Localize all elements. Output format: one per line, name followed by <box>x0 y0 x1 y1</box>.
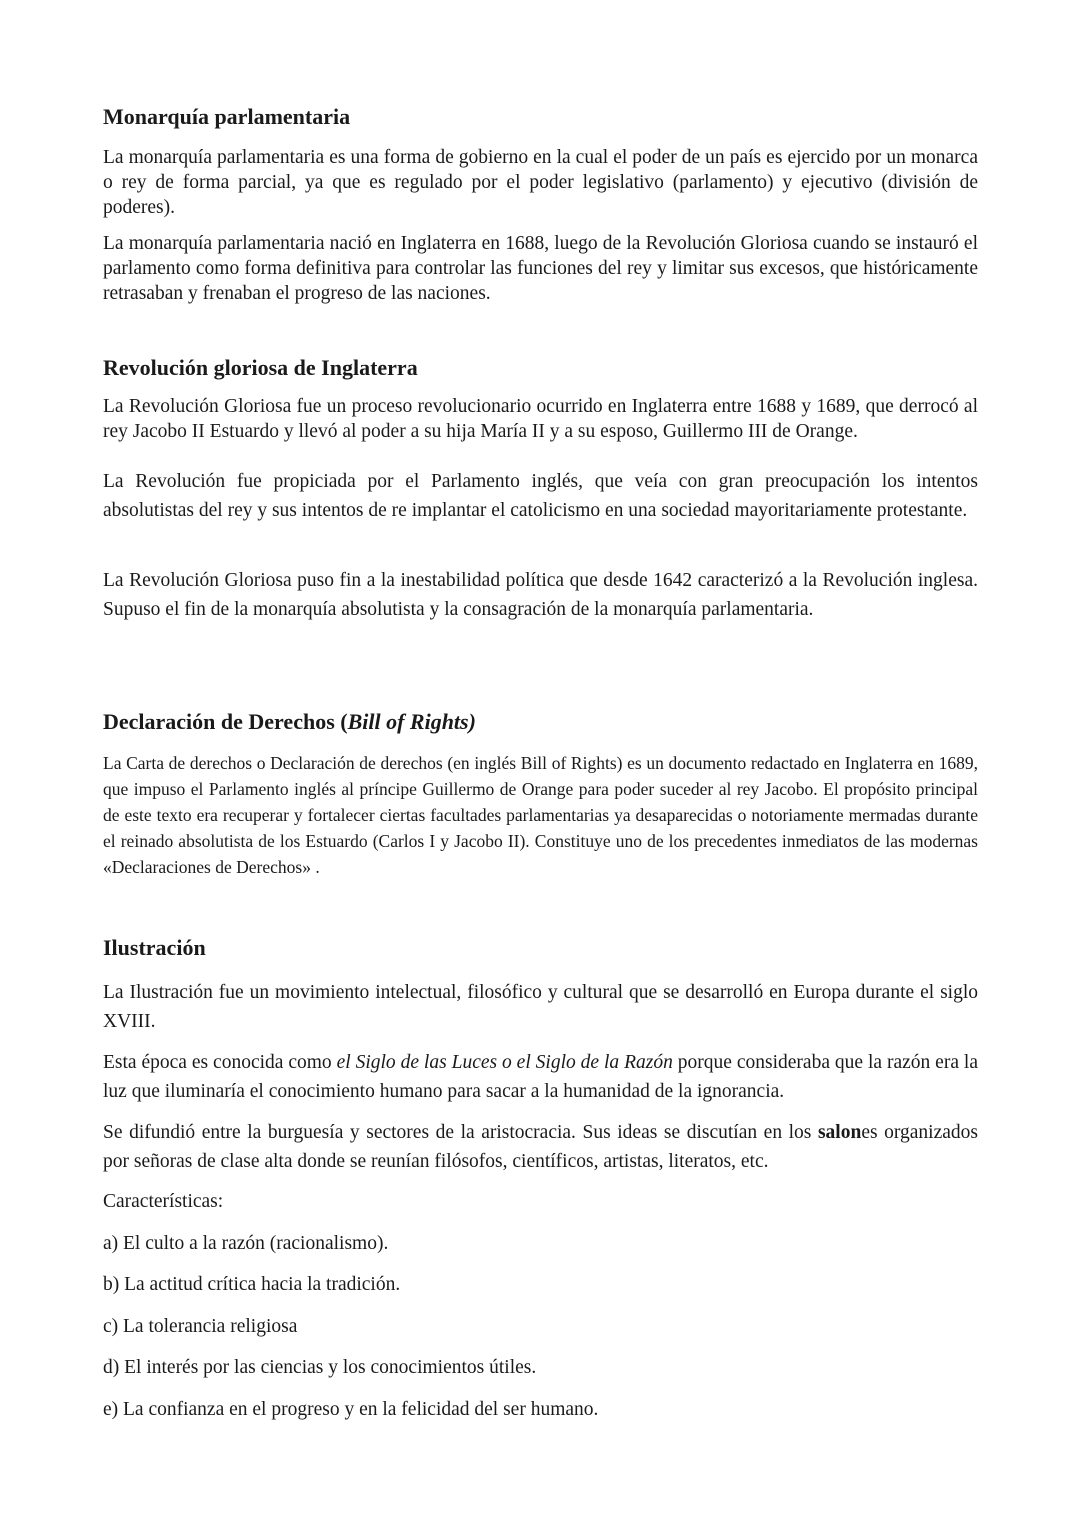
heading-declaracion-derechos <box>103 709 476 735</box>
list-item-c: c) La tolerancia religiosa <box>103 1316 298 1337</box>
text-span: es organizados por señoras de clase alta donde se reunían filósofos, científicos, artistas, literatos, etc. <box>103 1122 979 1172</box>
text-span: porque consideraba que la razón era la luz que iluminaría el conocimiento humano para sacar a la humanidad de la ignorancia. <box>103 1052 978 1102</box>
heading-ilustracion: Ilustración <box>103 935 206 960</box>
paragraph-ilustracion-siglo-luces <box>103 1048 978 1106</box>
list-item-e: e) La confianza en el progreso y en la felicidad del ser humano. <box>103 1399 599 1420</box>
text-span: Se difundió entre la burguesía y sectores de la aristocracia. Sus ideas se discutían en los <box>103 1122 818 1143</box>
list-item-b: b) La actitud crítica hacia la tradición. <box>103 1274 401 1295</box>
caracteristicas-label: Características: <box>103 1191 224 1212</box>
paragraph-ilustracion-difusion <box>103 1118 978 1176</box>
paragraph-revolucion-parlamento: La Revolución fue propiciada por el Parlamento inglés, que veía con gran preocupación los intentos absolutistas del rey y sus intentos de re implantar el catolicismo en una sociedad mayoritariamente protestante. <box>103 471 978 521</box>
bold-span: salon <box>817 1122 862 1143</box>
text-span: Esta época es conocida como <box>103 1052 337 1073</box>
heading-declaracion-main: Declaración de Derechos ( <box>103 709 348 734</box>
heading-monarquia-parlamentaria: Monarquía parlamentaria <box>103 104 351 129</box>
list-item-a: a) El culto a la razón (racionalismo). <box>103 1233 389 1254</box>
paragraph-ilustracion-definicion: La Ilustración fue un movimiento intelectual, filosófico y cultural que se desarrolló en Europa durante el siglo XVIII. <box>103 982 978 1032</box>
heading-revolucion-gloriosa: Revolución gloriosa de Inglaterra <box>103 355 418 380</box>
paragraph-revolucion-consecuencias: La Revolución Gloriosa puso fin a la inestabilidad política que desde 1642 caracterizó a la Revolución inglesa. Supuso el fin de la monarquía absolutista y la consagración de la monarquía parlamentaria. <box>103 570 978 620</box>
paragraph-monarquia-origen: La monarquía parlamentaria nació en Inglaterra en 1688, luego de la Revolución Gloriosa cuando se instauró el parlamento como forma definitiva para controlar las funciones del rey y limitar sus excesos, que históricamente retrasaban y frenaban el progreso de las naciones. <box>103 233 978 304</box>
list-item-d: d) El interés por las ciencias y los conocimientos útiles. <box>103 1357 537 1378</box>
heading-declaracion-italic: Bill of Rights) <box>347 709 476 734</box>
paragraph-declaracion: La Carta de derechos o Declaración de derechos (en inglés Bill of Rights) es un documento redactado en Inglaterra en 1689, que impuso el Parlamento inglés al príncipe Guillermo de Orange para poder suceder al rey Jacobo. El propósito principal de este texto era recuperar y fortalecer ciertas facultades parlamentarias ya desaparecidas o notoriamente mermadas durante el reinado absolutista de los Estuardo (Carlos I y Jacobo II). Constituye uno de los precedentes inmediatos de las modernas «Declaraciones de Derechos» . <box>103 753 978 877</box>
italic-span: el Siglo de las Luces o el Siglo de la Razón <box>336 1052 673 1073</box>
paragraph-monarquia-definicion: La monarquía parlamentaria es una forma de gobierno en la cual el poder de un país es ejercido por un monarca o rey de forma parcial, ya que es regulado por el poder legislativo (parlamento) y ejecutivo (división de poderes). <box>103 147 978 218</box>
paragraph-revolucion-definicion: La Revolución Gloriosa fue un proceso revolucionario ocurrido en Inglaterra entre 1688 y 1689, que derrocó al rey Jacobo II Estuardo y llevó al poder a su hija María II y a su esposo, Guillermo III de Orange. <box>103 396 978 442</box>
